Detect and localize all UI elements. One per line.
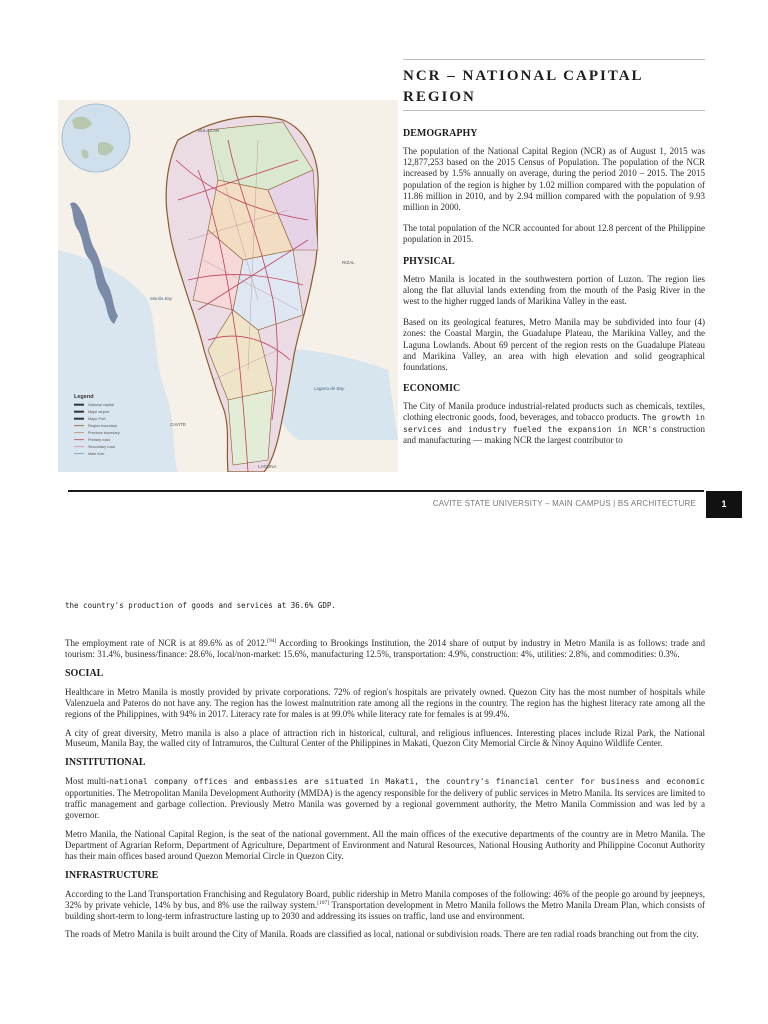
bottom-column xyxy=(65,638,705,948)
legend-item: National capital xyxy=(88,403,114,407)
legend-item: Primary road xyxy=(88,438,110,442)
infrastructure-text-a: According to the Land Transportation Franchising and Regulatory Board, public ridership in Metro Manila composes of the following: 46% of the people go around by jeepneys, 32% by private vehicle, 14% by bus, and 8% use the railway system. xyxy=(65,888,705,910)
economic-paragraph-1 xyxy=(403,401,705,446)
footer-text: CAVITE STATE UNIVERSITY – MAIN CAMPUS | BS ARCHITECTURE xyxy=(432,499,696,508)
infrastructure-paragraph-1 xyxy=(65,889,705,922)
title-bottom-rule xyxy=(403,110,705,111)
heading-infrastructure: INFRASTRUCTURE xyxy=(65,869,159,881)
heading-economic: ECONOMIC xyxy=(403,383,461,395)
globe-inset xyxy=(62,104,130,172)
metro-manila-map xyxy=(58,100,398,472)
label-laguna-de-bay: Laguna de Bay xyxy=(314,386,345,391)
right-column xyxy=(403,128,705,456)
social-paragraph-1: Healthcare in Metro Manila is mostly provided by private corporations. 72% of region's hospitals are privately owned. Quezon City has the most number of hospitals while Valenzuela and Pateros do not have any. The region has the lowest malnutrition rate among all the regions in the country. The region has the highest literacy rate among all the regions of the Philippines, with 94% in 2017. Literacy rate for males is at 99.0% while literacy rate for females is at 99.4%. xyxy=(65,686,705,719)
label-rizal: RIZAL xyxy=(342,260,355,265)
legend-item: Main river xyxy=(88,452,105,456)
employment-text-a: The employment rate of NCR is at 89.6% as of 2012. xyxy=(65,638,268,648)
carry-over-text: the country's production of goods and services at 36.6% GDP. xyxy=(65,601,336,610)
institutional-paragraph-2: Metro Manila, the National Capital Region, is the seat of the national government. All the main offices of the executive departments of the country are in Metro Manila. The Department of Agrarian Reform, Department of Agriculture, Department of Environment and Natural Resources, National Housing Authority and Philippine Coconut Authority has their main offices based around Quezon Memorial Circle in Quezon City. xyxy=(65,828,705,861)
economic-handwritten-text: The growth in services and industry fueled the expansion in NCR's xyxy=(403,413,705,434)
infrastructure-paragraph-2: The roads of Metro Manila is built around the City of Manila. Roads are classified as local, national or subdivision roads. There are ten radial roads branching out from the city. xyxy=(65,929,699,940)
employment-paragraph xyxy=(65,638,705,660)
legend-item: Province boundary xyxy=(88,431,120,435)
legend-item: Secondary road xyxy=(88,445,115,449)
legend-item: Region boundary xyxy=(88,424,117,428)
institutional-text-b: opportunities. The Metropolitan Manila Development Authority (MMDA) is the agency responsible for the delivery of public services in Metro Manila. Its services are limited to traffic management and garbage collection. Previously Metro Manila was governed by a regional government authority, the Metro Manila Commission and was led by a governor. xyxy=(65,788,705,821)
citation-94: [94] xyxy=(267,638,277,644)
social-paragraph-2: A city of great diversity, Metro manila is also a place of attraction rich in historical, cultural, and religious influences. Interesting places include Rizal Park, the National Museum, Manila Bay, the walled city of Intramuros, the Cultural Center of the Philippines in Makati, Quezon City Memorial Circle & Ninoy Aquino Wildlife Center. xyxy=(65,727,705,749)
employment-text-b: According to Brookings Institution, the 2014 share of output by industry in Metro Manila is as follows: trade and tourism: 31.4%, business/finance: 28.6%, local/non-market: 15.6%, manufacturing 12.5%, transportation: 4.9%, construction: 4%, utilities: 2.8%, and commodities: 0.3%. xyxy=(65,638,705,659)
citation-107: [107] xyxy=(317,899,330,906)
page-number: 1 xyxy=(706,491,742,518)
label-bulacan: BULACAN xyxy=(198,128,220,133)
infrastructure-text-b: Transportation development in Metro Manila follows the Metro Manila Dream Plan, which consists of building short-term to long-term infrastructure lasting up to 2030 and addressing its issues on traffic, land use and environment. xyxy=(65,899,705,921)
demography-paragraph-1: The population of the National Capital Region (NCR) as of August 1, 2015 was 12,877,253 based on the 2015 Census of Population. The population of the NCR increased by 1.5% annually on average, during the period 2010 – 2015. The 2015 population of the region is higher by 1.02 million compared with the population of 11.86 million in 2010, and by 2.94 million compared with the population of 9.93 million in 2000. xyxy=(403,146,705,213)
institutional-paragraph-1 xyxy=(65,776,705,821)
economic-text-end: construction and manufacturing — making NCR the largest contributor to xyxy=(403,423,705,445)
page-title: NCR – NATIONAL CAPITAL REGION xyxy=(403,68,643,105)
legend-item: Major airport xyxy=(88,410,110,414)
label-cavite: CAVITE xyxy=(170,422,186,427)
footer-rule xyxy=(68,490,704,492)
heading-social: SOCIAL xyxy=(65,667,104,679)
heading-institutional: INSTITUTIONAL xyxy=(65,757,146,769)
legend-item: Major Port xyxy=(88,417,106,421)
svg-text:Legend: Legend xyxy=(74,394,94,400)
institutional-handwritten-text: national company offices and embassies are situated in Makati, the country's financial center for business and economic xyxy=(109,777,705,787)
demography-paragraph-2: The total population of the NCR accounted for about 12.8 percent of the Philippine population in 2015. xyxy=(403,223,705,245)
economic-text: The City of Manila produce industrial-related products such as chemicals, textiles, clothing electronic goods, food, beverages, and tobacco products. xyxy=(403,401,705,423)
label-laguna: LAGUNA xyxy=(258,464,277,469)
institutional-text-a: Most multi- xyxy=(65,776,110,787)
physical-paragraph-1: Metro Manila is located in the southwestern portion of Luzon. The region lies along the flat alluvial lands extending from the mouth of the Pasig River in the west to the higher rugged lands of Marikina Valley in the east. xyxy=(403,273,705,307)
heading-physical: PHYSICAL xyxy=(403,255,455,267)
title-top-rule xyxy=(403,59,705,60)
heading-demography: DEMOGRAPHY xyxy=(403,128,478,139)
label-manila-bay: Manila Bay xyxy=(150,296,173,301)
physical-paragraph-2: Based on its geological features, Metro Manila may be subdivided into four (4) zones: the Coastal Margin, the Guadalupe Plateau, the Marikina Valley, and the Laguna Lowlands. About 69 percent of the region rests on the Guadalupe Plateau and Marikina Valley, an area with high elevation and solid geographical foundations. xyxy=(403,317,705,373)
